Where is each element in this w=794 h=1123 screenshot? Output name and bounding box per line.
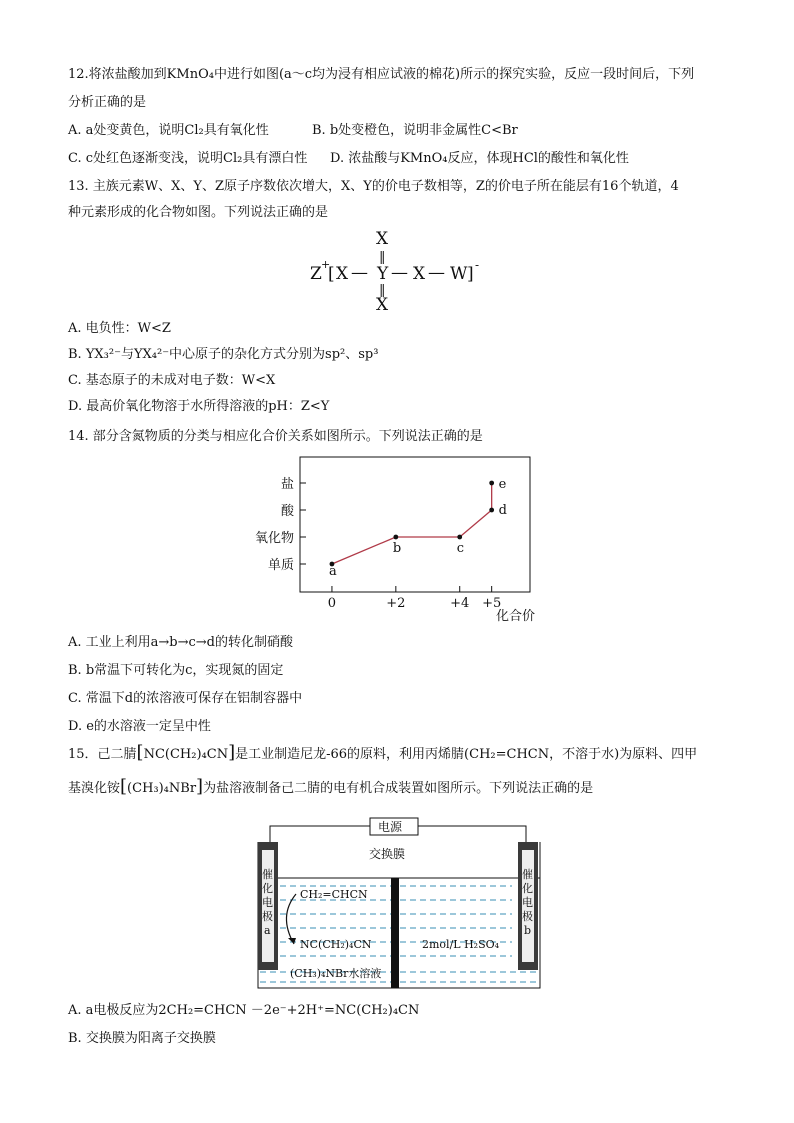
q13-option-a: A. 电负性：W<Z: [68, 321, 171, 336]
formula-bond-3: —: [428, 263, 445, 283]
formula-bottom-x: X: [376, 295, 389, 315]
reaction-arrow: [286, 894, 296, 944]
q12-option-d: D. 浓盐酸与KMnO₄反应，体现HCl的酸性和氧化性: [330, 151, 629, 166]
formula-bottom-double-bond: ‖: [379, 283, 386, 298]
q13-option-c: C. 基态原子的未成对电子数：W<X: [68, 373, 276, 388]
q12-stem-line1: 12.将浓盐酸加到KMnO₄中进行如图(a～c均为浸有相应试液的棉花)所示的探究实验，反应一段时间后，下列: [68, 67, 695, 82]
x-tick-label-2: +4: [450, 596, 470, 611]
svg-text:催: 催: [262, 868, 273, 881]
svg-text:电: 电: [522, 896, 533, 909]
formula-bond-1: —: [351, 263, 368, 283]
point-label-d: d: [498, 503, 507, 518]
power-supply-label: 电源: [378, 820, 403, 834]
q15-stem-line2-part2: 为盐溶液制备己二腈的电有机合成装置如图所示。下列说法正确的是: [203, 781, 594, 796]
svg-text:电: 电: [262, 896, 273, 909]
q15-stem-line1-part2: 是工业制造尼龙-66的原料，利用丙烯腈(CH₂=CHCN，不溶于水)为原料、四甲: [235, 747, 698, 762]
point-label-e: e: [498, 477, 507, 492]
formula-w: W: [450, 264, 468, 284]
link-a-b: [332, 537, 396, 564]
x-tick-label-0: 0: [327, 596, 337, 611]
y-tick-label-1: 氧化物: [254, 531, 294, 546]
y-tick-label-0: 单质: [267, 558, 294, 573]
right-solution-label: 2mol/L H₂SO₄: [422, 938, 500, 951]
svg-text:化: 化: [262, 882, 273, 895]
electrolysis-apparatus: [250, 816, 550, 996]
point-label-b: b: [392, 541, 402, 556]
nitrogen-valence-chart: [250, 452, 550, 624]
q13-structure-formula: [300, 226, 500, 316]
y-tick-label-3: 盐: [280, 477, 294, 492]
svg-text:极: 极: [522, 910, 533, 923]
link-c-d: [460, 510, 492, 537]
y-tick-label-2: 酸: [280, 504, 294, 519]
q15-adiponitrile-formula: NC(CH₂)₄CN: [143, 747, 229, 762]
q14-option-a: A. 工业上利用a→b→c→d的转化制硝酸: [68, 635, 294, 650]
q14-option-c: C. 常温下d的浓溶液可保存在铝制容器中: [68, 691, 303, 706]
formula-x-right: X: [413, 264, 426, 284]
svg-text:a: a: [264, 924, 271, 937]
left-solution-label: (CH₃)₄NBr水溶液: [290, 967, 382, 980]
point-label-a: a: [328, 564, 337, 579]
product-label: NC(CH₂)₄CN: [300, 938, 372, 951]
formula-cation-charge: +: [321, 258, 331, 271]
x-tick-label-3: +5: [482, 596, 502, 611]
q13-stem-line2: 种元素形成的化合物如图。下列说法正确的是: [68, 205, 329, 220]
reactant-label: CH₂=CHCN: [300, 888, 368, 901]
formula-top-double-bond: ‖: [379, 250, 386, 265]
svg-text:极: 极: [262, 910, 273, 923]
wire-right: [418, 826, 526, 842]
q15-salt-formula: (CH₃)₄NBr: [127, 781, 197, 796]
svg-text:催: 催: [522, 868, 533, 881]
point-c: [457, 535, 462, 540]
q13-option-b: B. YX₃²⁻与YX₄²⁻中心原子的杂化方式分别为sp²、sp³: [68, 347, 379, 362]
q14-stem: 14. 部分含氮物质的分类与相应化合价关系如图所示。下列说法正确的是: [68, 429, 483, 444]
q12-option-c: C. c处红色逐渐变浅，说明Cl₂具有漂白性: [68, 151, 308, 166]
point-d: [489, 508, 494, 513]
formula-y: Y: [377, 264, 389, 284]
q15-option-a: A. a电极反应为2CH₂=CHCN －2e⁻+2H⁺=NC(CH₂)₄CN: [68, 1003, 420, 1018]
formula-bond-2: —: [391, 263, 408, 283]
q15-option-b: B. 交换膜为阳离子交换膜: [68, 1031, 216, 1046]
formula-anion-charge: -: [475, 258, 480, 272]
reaction-arrow-head: [288, 938, 296, 944]
q15-stem-line1: 15．己二腈[NC(CH₂)₄CN]是工业制造尼龙-66的原料，利用丙烯腈(CH₂=CHCN，不溶于水)为原料、四甲: [68, 742, 698, 763]
wire-left: [270, 826, 370, 842]
point-b: [393, 535, 398, 540]
q15-stem-line1-part1: 15．己二腈: [68, 747, 137, 762]
point-e: [489, 481, 494, 486]
q13-option-d: D. 最高价氧化物溶于水所得溶液的pH：Z<Y: [68, 399, 330, 414]
q12-option-b: B. b处变橙色，说明非金属性C<Br: [312, 123, 518, 138]
formula-cation: Z: [310, 264, 322, 284]
formula-bracket-close: ]: [467, 264, 474, 284]
q12-stem-line2: 分析正确的是: [68, 95, 147, 110]
exchange-membrane: [391, 878, 399, 988]
x-tick-label-1: +2: [386, 596, 406, 611]
q15-stem-line2: 基溴化铵[(CH₃)₄NBr]为盐溶液制备己二腈的电有机合成装置如图所示。下列说法正确的是: [68, 776, 594, 797]
q13-stem-line1: 13. 主族元素W、X、Y、Z原子序数依次增大，X、Y的价电子数相等，Z的价电子所在能层有16个轨道，4: [68, 179, 679, 194]
chart-x-axis-label: 化合价: [496, 609, 536, 624]
q14-option-b: B. b常温下可转化为c，实现氮的固定: [68, 663, 284, 678]
membrane-label: 交换膜: [369, 847, 406, 861]
point-label-c: c: [456, 541, 465, 556]
q15-stem-line2-part1: 基溴化铵: [68, 781, 121, 796]
formula-bracket-open: [: [328, 264, 335, 284]
formula-x-left: X: [336, 264, 349, 284]
svg-text:b: b: [524, 924, 532, 937]
svg-text:化: 化: [522, 882, 533, 895]
formula-top-x: X: [376, 229, 389, 249]
q14-option-d: D. e的水溶液一定呈中性: [68, 719, 211, 734]
q12-option-a: A. a处变黄色，说明Cl₂具有氧化性: [68, 123, 269, 138]
